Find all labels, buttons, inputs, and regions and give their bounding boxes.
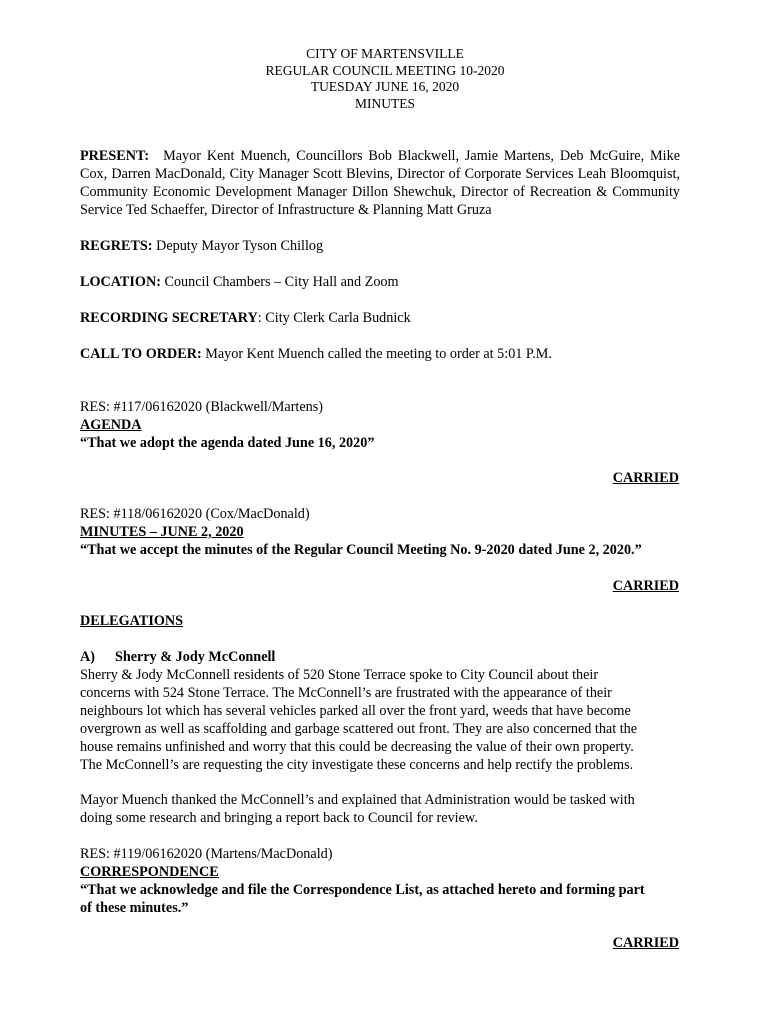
header-date: TUESDAY JUNE 16, 2020 [310, 79, 460, 94]
regrets-text: Deputy Mayor Tyson Chillog [156, 238, 324, 254]
delegation-item-letter: A) [80, 649, 95, 665]
paragraph-line: Mayor Muench thanked the McConnell’s and explained that Administration would be tasked with [80, 792, 635, 808]
resolution-119 [80, 845, 680, 917]
location-label: LOCATION: [80, 274, 161, 290]
location-section [80, 273, 680, 291]
header-doc-type: MINUTES [355, 95, 415, 111]
document-header [0, 46, 770, 112]
resolution-number: RES: #119/06162020 (Martens/MacDonald) [80, 846, 333, 862]
present-section [80, 147, 680, 219]
paragraph-line: concerns with 524 Stone Terrace. The McConnell’s are frustrated with the appearance of their [80, 685, 612, 701]
resolution-number: RES: #117/06162020 (Blackwell/Martens) [80, 399, 323, 415]
resolution-title: CORRESPONDENCE [80, 864, 219, 880]
resolution-118 [80, 505, 680, 559]
resolution-motion-line-1: “That we acknowledge and file the Correspondence List, as attached hereto and forming part [80, 882, 645, 898]
resolution-number: RES: #118/06162020 (Cox/MacDonald) [80, 506, 310, 522]
header-city: CITY OF MARTENSVILLE [306, 46, 464, 61]
header-meeting: REGULAR COUNCIL MEETING 10-2020 [265, 62, 505, 78]
secretary-section [80, 309, 680, 327]
present-label: PRESENT: [80, 148, 150, 164]
delegations-heading: DELEGATIONS [80, 613, 184, 629]
secretary-text: : City Clerk Carla Budnick [257, 310, 411, 326]
resolution-motion: “That we adopt the agenda dated June 16, 2020” [80, 435, 375, 451]
resolution-119-status: CARRIED [612, 935, 679, 951]
resolution-title: MINUTES – JUNE 2, 2020 [80, 524, 244, 540]
call-to-order-section [80, 345, 680, 363]
call-to-order-label: CALL TO ORDER: [80, 346, 202, 362]
resolution-118-status: CARRIED [612, 578, 679, 594]
paragraph-line: neighbours lot which has several vehicles parked all over the front yard, weeds that have become [80, 703, 631, 719]
secretary-label: RECORDING SECRETARY [80, 310, 258, 326]
delegation-paragraph-1 [80, 666, 680, 774]
delegation-paragraph-2 [80, 791, 680, 827]
delegation-item-title: Sherry & Jody McConnell [114, 649, 276, 665]
regrets-section [80, 237, 680, 255]
call-to-order-text: Mayor Kent Muench called the meeting to order at 5:01 P.M. [205, 346, 552, 362]
location-text: Council Chambers – City Hall and Zoom [164, 274, 399, 290]
resolution-117 [80, 398, 680, 452]
resolution-motion: “That we accept the minutes of the Regular Council Meeting No. 9-2020 dated June 2, 2020.” [80, 542, 642, 558]
present-text: Mayor Kent Muench, Councillors Bob Blackwell, Jamie Martens, Deb McGuire, Mike Cox, Darren MacDonald, City Manager Scott Blevins, Director of Corporate Services Leah Bloomquist, Community Economic Development Manager Dillon Shewchuk, Director of Recreation & Community Service Ted Schaeffer, Director of Infrastructure & Planning Matt Gruza [80, 148, 680, 218]
resolution-title: AGENDA [80, 417, 142, 433]
resolution-motion-line-2: of these minutes.” [80, 900, 189, 916]
regrets-label: REGRETS: [80, 238, 153, 254]
paragraph-line: doing some research and bringing a report back to Council for review. [80, 810, 478, 826]
delegation-item-heading [80, 648, 680, 666]
paragraph-line: Sherry & Jody McConnell residents of 520 Stone Terrace spoke to City Council about their [80, 667, 599, 683]
paragraph-line: The McConnell’s are requesting the city investigate these concerns and help rectify the problems. [80, 757, 634, 773]
paragraph-line: overgrown as well as scaffolding and garbage scattered out front. They are also concerned that the [80, 721, 638, 737]
resolution-117-status: CARRIED [612, 470, 679, 486]
paragraph-line: house remains unfinished and worry that this could be decreasing the value of their own property. [80, 739, 634, 755]
